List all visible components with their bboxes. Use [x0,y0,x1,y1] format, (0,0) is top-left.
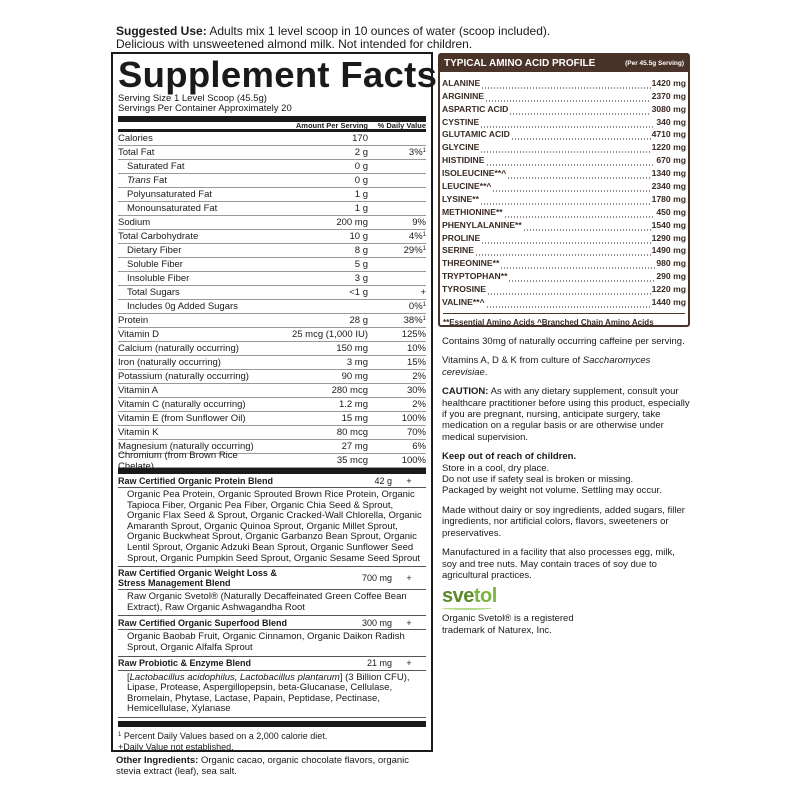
nutrient-name: Magnesium (naturally occurring) [118,441,254,452]
amino-name: ARGININE [442,90,485,101]
nutrient-name: Chromium (from Brown Rice Chelate) [118,449,238,472]
nutrient-amount: 280 mcg [331,385,368,396]
amino-value: 2340 mg [651,181,686,192]
supplement-facts-panel [111,52,438,752]
facts-title: Supplement Facts [118,54,438,95]
blend-dv: + [406,617,412,628]
packaged-note: Packaged by weight not volume. Settling may occur. [442,485,662,497]
nutrient-row [118,160,426,174]
nutrient-amount: 80 mcg [336,427,368,438]
amino-row [442,140,686,153]
blend-row [118,474,426,488]
logo-part: sve [442,585,474,608]
blend-row [118,657,426,671]
nutrient-dv: 70% [406,427,426,438]
amino-name: METHIONINE** [442,206,503,217]
dot-leader [481,235,650,244]
footnotes: $^1$ Percent Daily Values based on a 2,000 calorie diet. +Daily Value not established. [118,727,426,753]
amino-title: TYPICAL AMINO ACID PROFILE [444,58,596,69]
amino-value: 1420 mg [651,77,686,88]
nutrient-name: Vitamin D [118,329,160,340]
amino-footnote: **Essential Amino Acids ^Branched Chain Amino Acids [443,313,685,327]
dot-leader [492,183,650,192]
nutrient-dv: 4%$^1$ [408,231,426,242]
suggested-use-line2: Delicious with unsweetened almond milk. Not intended for children. [116,37,473,51]
nutrient-amount: 10 g [349,231,368,242]
nutrient-amount: 15 mg [341,413,368,424]
nutrient-name: Protein [118,315,149,326]
blend-name: Raw Certified Organic Superfood Blend [118,617,288,628]
nutrient-name: Total Carbohydrate [118,231,199,242]
other-ingredients-label: Other Ingredients: [116,755,199,766]
dot-leader [500,260,655,269]
nutrient-name: Includes 0g Added Sugars [127,301,238,312]
nutrient-row [118,342,426,356]
amino-row [442,244,686,257]
suggested-use-text: Adults mix 1 level scoop in 10 ounces of water (scoop included). [209,24,551,38]
col-dv: % Daily Value [377,121,426,130]
nutrient-name: Trans Fat [127,175,167,186]
nutrient-name: Potassium (naturally occurring) [118,371,249,382]
nutrient-row [118,370,426,384]
nutrient-row [118,384,426,398]
dot-leader [480,119,655,128]
amino-row [442,205,686,218]
blend-rows [118,474,426,718]
nutrient-dv: 3%$^1$ [408,147,426,158]
nutrient-row [118,412,426,426]
keep-out-note: Keep out of reach of children. [442,451,577,463]
blend-amount: 300 mg [361,617,392,628]
dot-leader [480,196,651,205]
nutrient-row [118,314,426,328]
nutrient-name: Total Fat [118,147,155,158]
nutrient-row [118,244,426,258]
amino-name: LEUCINE**^ [442,181,492,192]
nutrient-row [118,356,426,370]
amino-name: TYROSINE [442,284,486,295]
blend-ingredients: Raw Organic Svetol® (Naturally Decaffeinated Green Coffee Bean Extract), Raw Organic Ashwagandha Root [118,590,426,616]
nutrient-name: Dietary Fiber [127,245,182,256]
dot-leader [508,273,655,282]
amino-name: PROLINE [442,232,481,243]
amino-value: 1290 mg [651,232,686,243]
storage-notes [442,451,692,497]
amino-header [440,55,688,72]
amino-row [442,231,686,244]
dot-leader [485,93,651,102]
nutrient-row [118,300,426,314]
nutrient-name: Sodium [118,217,151,228]
nutrient-row [118,272,426,286]
nutrient-rows [118,132,426,472]
nutrient-amount: 1 g [354,203,368,214]
amino-value: 670 mg [656,155,686,166]
dot-leader [523,222,651,231]
nutrient-name: Insoluble Fiber [127,273,190,284]
vitamins-culture: Saccharomyces cerevisiae [442,355,651,378]
blend-dv: + [406,475,412,486]
nutrient-row [118,174,426,188]
nutrient-amount: 1.2 mg [338,399,368,410]
dot-leader [507,170,650,179]
amino-name: GLYCINE [442,142,480,153]
amino-name: SERINE [442,245,474,256]
nutrient-name: Calories [118,133,153,144]
amino-name: LYSINE** [442,193,479,204]
nutrient-amount: 2 g [354,147,368,158]
nutrient-name: Iron (naturally occurring) [118,357,221,368]
amino-row [442,115,686,128]
amino-value: 1220 mg [651,284,686,295]
nutrient-row [118,258,426,272]
suggested-use-label: Suggested Use: [116,24,207,38]
col-amount: Amount Per Serving [295,121,368,130]
footnote-1: Percent Daily Values based on a 2,000 calorie diet. [123,730,328,741]
dot-leader [509,106,650,115]
nutrient-dv: 6% [412,441,426,452]
blend-dv: + [406,658,412,669]
amino-value: 1220 mg [651,142,686,153]
amino-name: CYSTINE [442,116,480,127]
amino-name: ASPARTIC ACID [442,103,509,114]
amino-name: VALINE**^ [442,297,485,308]
nutrient-dv: 10% [406,343,426,354]
nutrient-dv: 30% [406,385,426,396]
nutrient-amount: <1 g [349,287,368,298]
amino-value: 4710 mg [651,129,686,140]
dot-leader [504,209,656,218]
blend-name: Raw Certified Organic Protein Blend [118,475,274,486]
dot-leader [475,247,651,256]
amino-value: 980 mg [656,258,686,269]
blend-amount: 700 mg [361,573,392,584]
amino-value: 1490 mg [651,245,686,256]
nutrient-dv: 9% [412,217,426,228]
nutrient-name: Vitamin E (from Sunflower Oil) [118,413,246,424]
servings-per-container: Servings Per Container Approximately 20 [118,103,292,114]
nutrient-amount: 28 g [349,315,368,326]
amino-name: ALANINE [442,77,481,88]
facility-note: Manufactured in a facility that also processes egg, milk, soy and tree nuts. May contain traces of soy due to agricultural practices. [442,547,675,581]
caffeine-note: Contains 30mg of naturally occurring caffeine per serving. [442,336,685,347]
amino-row [442,76,686,89]
nutrient-name: Vitamin K [118,427,159,438]
blend-ingredients: Organic Baobab Fruit, Organic Cinnamon, Organic Daikon Radish Sprout, Organic Alfalfa Sprout [118,630,426,656]
nutrient-dv: + [420,287,426,298]
nutrient-amount: 27 mg [341,441,368,452]
nutrient-dv: 100% [401,455,426,466]
logo-part: tol [473,585,497,608]
amino-row [442,179,686,192]
amino-row [442,166,686,179]
nutrient-name: Vitamin A [118,385,158,396]
dot-leader [486,299,651,308]
nutrient-amount: 0 g [354,161,368,172]
footnote-2: +Daily Value not established. [118,741,234,752]
suggested-use [116,25,556,51]
nutrient-amount: 35 mcg [336,455,368,466]
nutrient-row [118,132,426,146]
amino-row [442,102,686,115]
nutrient-row [118,188,426,202]
caution-note [442,386,692,443]
nutrient-amount: 3 mg [346,357,368,368]
caution-label: CAUTION: [442,386,489,398]
nutrient-dv: 100% [401,413,426,424]
nutrient-name: Polyunsaturated Fat [127,189,213,200]
seal-note: Do not use if safety seal is broken or missing. [442,474,634,486]
store-note: Store in a cool, dry place. [442,462,550,474]
amino-acid-profile [438,53,690,327]
nutrient-row [118,449,426,472]
trademark-note: Organic Svetol® is a registered trademark of Naturex, Inc. [442,613,574,636]
nutrient-row [118,286,426,300]
amino-name: PHENYLALANINE** [442,219,522,230]
amino-value: 1440 mg [651,297,686,308]
caution-text: As with any dietary supplement, consult your healthcare practitioner before using this product, especially if you are pregnant, nursing, anticipate surgery, take medication on a regular basis or are otherwise under medical supervision. [442,386,690,443]
nutrient-amount: 5 g [354,259,368,270]
dot-leader [511,131,651,140]
nutrient-dv: 38%$^1$ [403,315,426,326]
amino-name: THREONINE** [442,258,500,269]
amino-list [440,72,688,308]
blend-name: Raw Certified Organic Weight Loss & Stress Management Blend [118,568,277,589]
nutrient-amount: 1 g [354,189,368,200]
amino-row [442,128,686,141]
amino-row [442,192,686,205]
blend-ingredients: [Lactobacillus acidophilus, Lactobacillus plantarum] (3 Billion CFU), Lipase, Protease, Aspergillopepsin, beta-Glucanase, Cellulase, Bromelain, Phytase, Lactase, Papain, Peptidase, Pectinase, Hemicellulase, Xylanase [118,671,426,718]
nutrient-amount: 150 mg [336,343,368,354]
other-ingredients [116,756,436,777]
nutrient-dv: 29%$^1$ [403,245,426,256]
nutrient-name: Total Sugars [127,287,180,298]
nutrient-dv: 0%$^1$ [408,301,426,312]
vitamins-note: Vitamins A, D & K from culture of Saccharomyces cerevisiae. [442,355,651,378]
nutrient-amount: 200 mg [336,217,368,228]
blend-amount: 21 mg [366,658,392,669]
nutrient-row [118,146,426,160]
nutrient-row [118,328,426,342]
amino-name: GLUTAMIC ACID [442,129,510,140]
amino-row [442,295,686,308]
nutrient-amount: 8 g [354,245,368,256]
nutrient-name: Soluble Fiber [127,259,183,270]
made-without-note: Made without dairy or soy ingredients, added sugars, filler ingredients, nor artificial colors, flavors, sweeteners or preservatives. [442,504,685,539]
amino-row [442,256,686,269]
dot-leader [481,80,650,89]
nutrient-row [118,216,426,230]
nutrient-dv: 2% [412,399,426,410]
blend-row [118,567,426,590]
amino-value: 340 mg [656,116,686,127]
amino-value: 1780 mg [651,193,686,204]
nutrient-name: Saturated Fat [127,161,185,172]
serving-size: Serving Size 1 Level Scoop (45.5g) [118,93,267,104]
amino-row [442,153,686,166]
vitamins-text: Vitamins A, D & K from culture of [442,355,583,367]
nutrient-name: Vitamin C (naturally occurring) [118,399,246,410]
blend-name: Raw Probiotic & Enzyme Blend [118,658,252,669]
amino-row [442,218,686,231]
label-notes [442,336,692,636]
facts-header [118,122,426,132]
nutrient-row [118,426,426,440]
blend-ingredients: Organic Pea Protein, Organic Sprouted Brown Rice Protein, Organic Tapioca Fiber, Organic Pea Fiber, Organic Chia Seed & Sprout, Organic Flax Seed & Sprout, Organic Cracked-Wall Chlorella, Organic Amaranth Sprout, Organic Quinoa Sprout, Organic Millet Sprout, Organic Buckwheat Sprout, Organic Garbanzo Bean Sprout, Organic Lentil Sprout, Organic Adzuki Bean Sprout, Organic Sunflower Seed Sprout, Organic Pumpkin Seed Sprout, Organic Sesame Seed Sprout [118,488,426,567]
nutrient-amount: 170 [352,133,368,144]
amino-value: 2370 mg [651,90,686,101]
blend-dv: + [406,573,412,584]
nutrient-amount: 90 mg [341,371,368,382]
nutrient-name: Calcium (naturally occurring) [118,343,239,354]
other-ingredients-text: Organic cacao, organic chocolate flavors, organic stevia extract (leaf), sea salt. [116,755,410,777]
dot-leader [486,157,656,166]
nutrient-dv: 125% [401,329,426,340]
nutrient-row [118,202,426,216]
amino-serving: (Per 45.5g Serving) [625,60,684,67]
amino-value: 290 mg [656,271,686,282]
nutrient-amount: 0 g [354,175,368,186]
blend-amount: 42 g [374,475,392,486]
nutrient-row [118,230,426,244]
amino-name: HISTIDINE [442,155,485,166]
amino-row [442,282,686,295]
amino-row [442,269,686,282]
amino-value: 3080 mg [651,103,686,114]
amino-value: 450 mg [656,206,686,217]
nutrient-dv: 2% [412,371,426,382]
amino-name: TRYPTOPHAN** [442,271,508,282]
dot-leader [487,286,651,295]
amino-name: ISOLEUCINE**^ [442,168,507,179]
nutrient-amount: 25 mcg (1,000 IU) [291,329,368,340]
amino-row [442,89,686,102]
blend-row [118,616,426,630]
nutrient-amount: 3 g [354,273,368,284]
amino-value: 1540 mg [651,219,686,230]
amino-value: 1340 mg [651,168,686,179]
nutrient-name: Monounsaturated Fat [127,203,218,214]
nutrient-row [118,398,426,412]
svetol-logo [442,586,692,606]
nutrient-dv: 15% [406,357,426,368]
dot-leader [480,144,650,153]
